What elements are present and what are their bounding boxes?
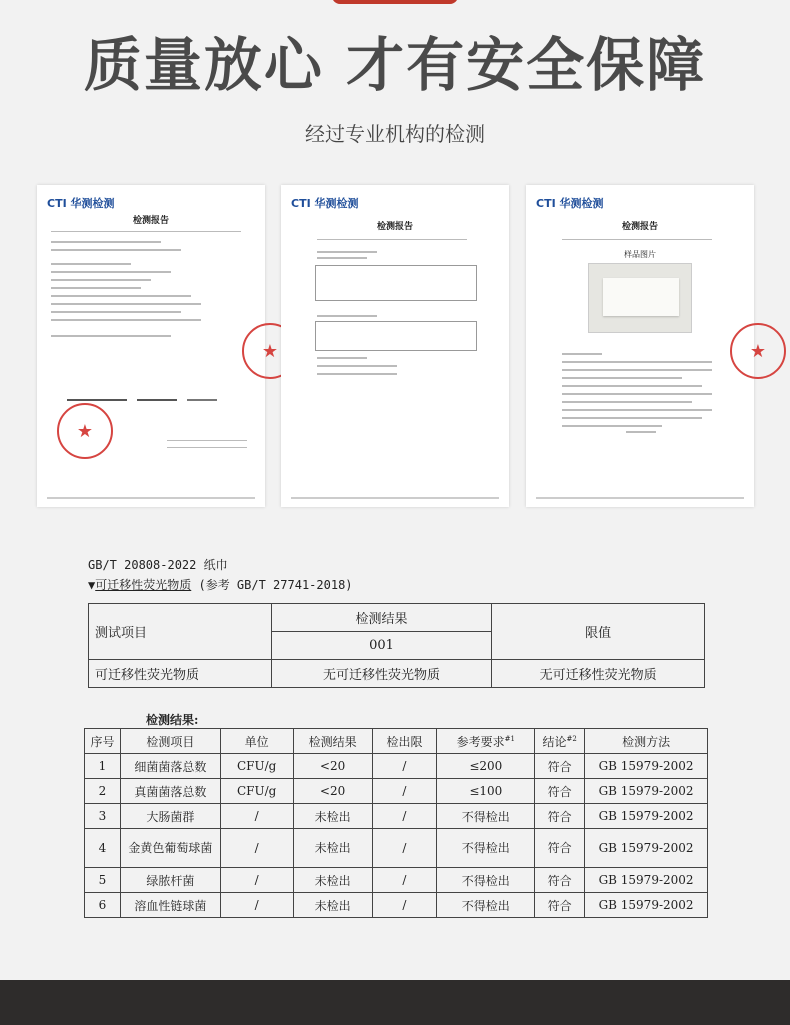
standard-sub-item: 可迁移性荧光物质 xyxy=(95,578,192,592)
header-sample-id: 001 xyxy=(271,632,492,660)
certificate-image-1 xyxy=(37,185,279,507)
results-label: 检测结果: xyxy=(146,713,199,727)
standard-subtitle xyxy=(88,576,353,593)
cti-logo: CTI 华测检测 xyxy=(47,197,115,210)
table-row: 5 绿脓杆菌 / 未检出 / 不得检出 符合 GB 15979-2002 xyxy=(85,868,708,893)
microbial-results-table xyxy=(84,728,708,918)
table-header-row: 序号 检测项目 单位 检测结果 检出限 参考要求$^{\#1}$ 结论$^{\#2}$ 检测方法 xyxy=(85,729,708,754)
cti-logo: CTI 华测检测 xyxy=(536,197,604,210)
header-result: 检测结果 xyxy=(271,604,492,632)
table-row: 3 大肠菌群 / 未检出 / 不得检出 符合 GB 15979-2002 xyxy=(85,804,708,829)
page-subline: 经过专业机构的检测 xyxy=(305,122,485,146)
triangle-marker-icon: ▼ xyxy=(88,578,96,592)
top-accent-tab xyxy=(332,0,458,4)
table-row: 2 真菌菌落总数 CFU/g <20 / ≤100 符合 GB 15979-2002 xyxy=(85,779,708,804)
table-row: 6 溶血性链球菌 / 未检出 / 不得检出 符合 GB 15979-2002 xyxy=(85,893,708,918)
fluorescence-table xyxy=(88,603,705,688)
header-test-item: 测试项目 xyxy=(89,604,272,660)
certificate-image-2 xyxy=(281,185,509,507)
certificate-title: 检测报告 xyxy=(376,222,413,232)
certificate-title: 检测报告 xyxy=(621,222,658,232)
page-headline: 质量放心 才有安全保障 xyxy=(83,31,707,99)
standard-sub-ref: (参考 GB/T 27741-2018) xyxy=(191,578,353,592)
header-limit: 限值 xyxy=(492,604,705,660)
sample-photo xyxy=(588,263,692,333)
footer-bar xyxy=(0,980,790,1025)
certificate-title: 检测报告 xyxy=(132,216,169,226)
cti-logo: CTI 华测检测 xyxy=(291,197,359,210)
sample-image-label: 样品图片 xyxy=(624,250,656,259)
table-row: 可迁移性荧光物质 无可迁移性荧光物质 无可迁移性荧光物质 xyxy=(89,660,705,688)
seal-stamp: ★ xyxy=(242,323,298,379)
seal-stamp: ★ xyxy=(57,403,113,459)
standard-title: GB/T 20808-2022 纸巾 xyxy=(88,558,228,572)
table-row: 1 细菌菌落总数 CFU/g <20 / ≤200 符合 GB 15979-2002 xyxy=(85,754,708,779)
seal-stamp: ★ xyxy=(730,323,786,379)
certificate-image-3 xyxy=(526,185,767,507)
table-row: 4 金黄色葡萄球菌 / 未检出 / 不得检出 符合 GB 15979-2002 xyxy=(85,829,708,868)
